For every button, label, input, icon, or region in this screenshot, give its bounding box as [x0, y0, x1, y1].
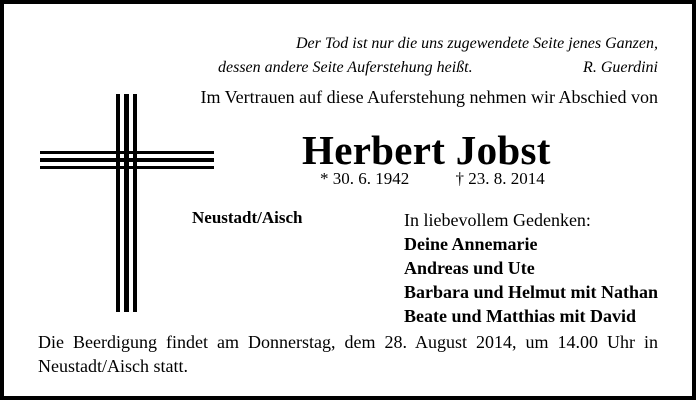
epigraph-quote: [218, 32, 658, 80]
mourners-block: [404, 208, 658, 328]
quote-author: R. Guerdini: [583, 59, 658, 76]
quote-line-2-text: dessen andere Seite Auferstehung heißt.: [218, 59, 473, 76]
cross-icon: [40, 94, 214, 312]
deceased-name: Herbert Jobst: [302, 127, 551, 173]
quote-line-1: Der Tod ist nur die uns zugewendete Seite jenes Ganzen,: [295, 35, 658, 52]
quote-line-2: [218, 56, 658, 80]
mourner-name: Andreas und Ute: [404, 258, 535, 278]
intro-text: Im Vertrauen auf diese Auferstehung nehmen wir Abschied von: [200, 87, 658, 107]
place-of-residence: Neustadt/Aisch: [192, 208, 303, 227]
birth-date: * 30. 6. 1942: [320, 169, 410, 188]
life-dates: [320, 169, 545, 189]
mourners-lead: In liebevollem Gedenken:: [404, 210, 591, 230]
mourner-name: Barbara und Helmut mit Nathan: [404, 282, 659, 302]
death-date: † 23. 8. 2014: [455, 169, 545, 188]
mourner-name: Deine Annemarie: [404, 234, 538, 254]
mourner-name: Beate und Matthias mit David: [404, 306, 637, 326]
funeral-announcement: Die Beerdigung findet am Donnerstag, dem 28. August 2014, um 14.00 Uhr in Neustadt/Aisch statt.: [38, 332, 658, 376]
